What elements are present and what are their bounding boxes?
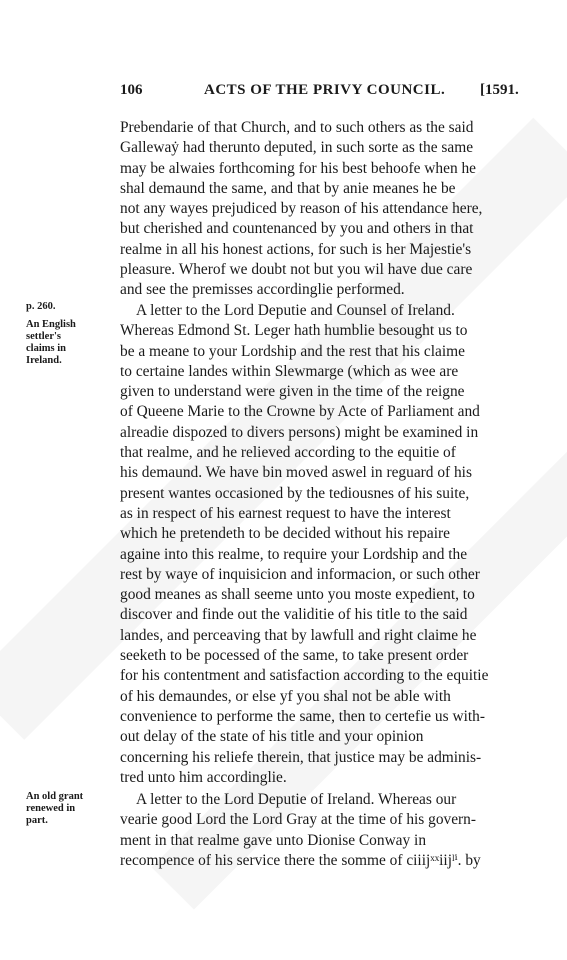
text-line: recompence of his service there the somme of ciiijˣˣiijˡⁱ. by	[120, 851, 481, 869]
text-line: landes, and perceaving that by lawfull and right claime he	[120, 626, 477, 644]
margin-note-line: settler's	[26, 331, 61, 342]
text-line: to certaine landes within Slewmarge (which as wee are	[120, 362, 459, 380]
margin-note-english-settler	[26, 319, 76, 367]
text-line: alreadie dispozed to divers persons) might be examined in	[120, 423, 479, 441]
margin-note-line: claims in	[26, 343, 66, 354]
running-title: ACTS OF THE PRIVY COUNCIL.	[204, 82, 446, 98]
text-line: and see the premisses accordinglie performed.	[120, 281, 405, 299]
paragraph-continuation	[120, 118, 542, 301]
margin-note-line: An English	[26, 319, 76, 330]
text-line: realme in all his honest actions, for such is her Majestie's	[120, 240, 472, 258]
text-line: pleasure. Wherof we doubt not but you wil have due care	[120, 261, 473, 279]
text-line: shal demaund the same, and that by anie meanes he be	[120, 179, 456, 197]
year-marker: [1591.	[480, 82, 519, 98]
text-line: out delay of the state of his title and your opinion	[120, 728, 424, 746]
text-line: Prebendarie of that Church, and to such others as the said	[120, 119, 474, 136]
text-line: which he pretendeth to be decided without his repaire	[120, 525, 450, 543]
text-line: for his contentment and satisfaction according to the equitie	[120, 667, 489, 685]
text-line: Whereas Edmond St. Leger hath humblie besought us to	[120, 322, 468, 340]
text-line: discover and finde out the validitie of his title to the said	[120, 606, 468, 624]
text-line: not any wayes prejudiced by reason of his attendance here,	[120, 200, 483, 218]
text-line: may be alwaies forthcoming for his best behoofe when he	[120, 159, 477, 177]
text-line: that realme, and he relieved according to the equitie of	[120, 444, 456, 462]
paragraph-st-leger-letter	[120, 301, 542, 788]
text-line: againe into this realme, to require your Lordship and the	[120, 545, 468, 563]
margin-note-line: Ireland.	[26, 355, 62, 366]
text-line: Gallewaẏ had therunto deputed, in such sorte as the same	[120, 139, 474, 157]
text-line: present wantes occasioned by the tediousnes of his suite,	[120, 484, 470, 502]
text-line: A letter to the Lord Deputie of Ireland. Whereas our	[136, 791, 457, 808]
page-number: 106	[120, 82, 143, 98]
text-line: tred unto him accordinglie.	[120, 768, 287, 786]
text-line: given to understand were given in the time of the reigne	[120, 383, 465, 401]
margin-note-old-grant	[26, 791, 83, 827]
margin-note-line: part.	[26, 815, 48, 826]
text-line: but cherished and countenanced by you and others in that	[120, 220, 474, 238]
text-line: rest by waye of inquisicion and informacion, or such other	[120, 565, 480, 583]
text-line: seeketh to be pocessed of the same, to take present order	[120, 647, 469, 665]
margin-note-line: renewed in	[26, 803, 76, 814]
text-line: concerning his reliefe therein, that justice may be adminis-	[120, 748, 482, 766]
page-reference: p. 260.	[26, 301, 56, 312]
margin-note-line: An old grant	[26, 791, 84, 802]
text-line: of his demaundes, or else yf you shal not be able with	[120, 687, 451, 705]
text-line: convenience to performe the same, then to certefie us with-	[120, 707, 485, 725]
text-line: A letter to the Lord Deputie and Counsel of Ireland.	[136, 302, 455, 319]
text-line: vearie good Lord the Lord Gray at the time of his govern-	[120, 811, 477, 829]
text-line: as in respect of his earnest request to have the interest	[120, 504, 451, 522]
running-header	[0, 82, 567, 104]
text-line: ment in that realme gave unto Dionise Conway in	[120, 831, 427, 849]
text-line: be a meane to your Lordship and the rest that his claime	[120, 342, 465, 360]
text-line: of Queene Marie to the Crowne by Acte of Parliament and	[120, 403, 480, 421]
paragraph-gray-grant-letter	[120, 790, 542, 871]
text-line: good meanes as shall seeme unto you moste expedient, to	[120, 586, 475, 604]
text-line: his demaund. We have bin moved aswel in reguard of his	[120, 464, 472, 482]
